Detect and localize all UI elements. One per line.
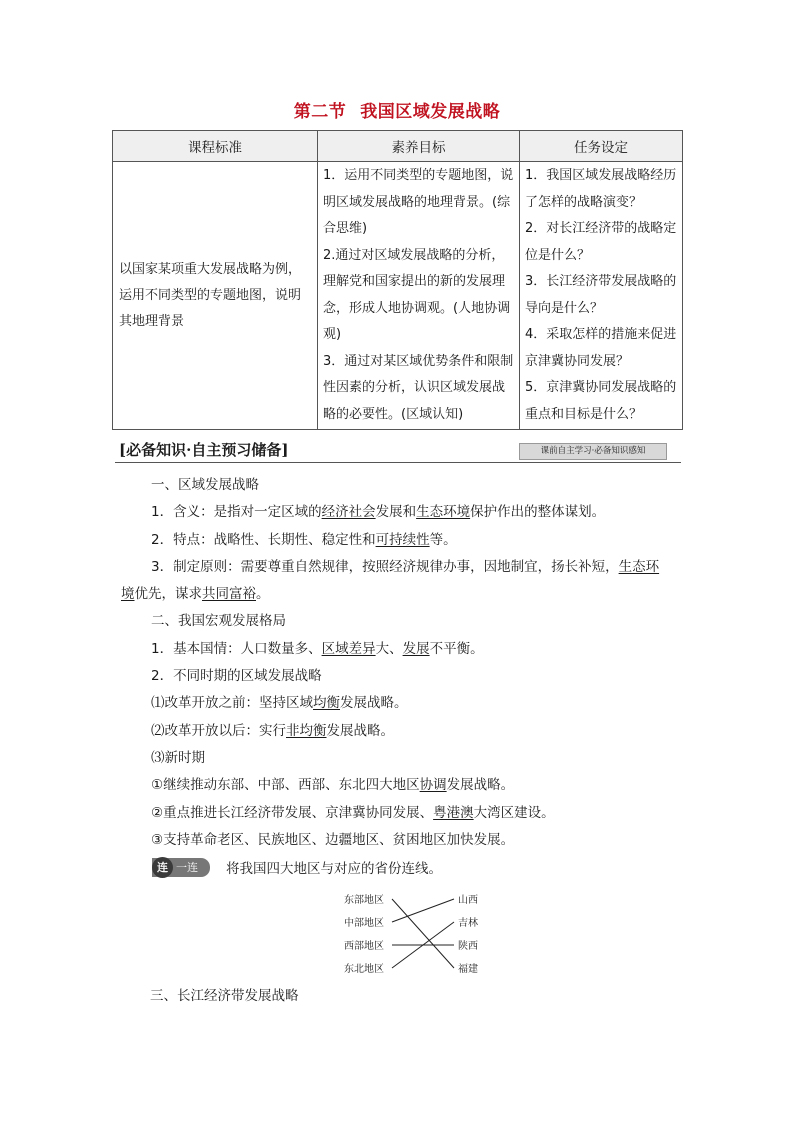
task-item: 2．对长江经济带的战略定位是什么？ <box>525 221 677 263</box>
heading-macro-pattern: 二、我国宏观发展格局 <box>151 613 286 630</box>
new-era-item-2: ②重点推进长江经济带发展、京津冀协同发展、粤港澳大湾区建设。 <box>151 804 555 821</box>
answer-blank: 非均衡 <box>286 722 327 739</box>
province-fujian: 福建 <box>458 964 478 975</box>
section-header <box>115 438 681 463</box>
literacy-goal-item: 2.通过对区域发展战略的分析，理解党和国家提出的新的发展理念，形成人地协调观。(人地协调观) <box>323 247 511 342</box>
new-era-item-3: ③支持革命老区、民族地区、边疆地区、贫困地区加快发展。 <box>151 831 515 848</box>
pre-reform-line: ⑴改革开放之前：坚持区域均衡发展战略。 <box>151 695 408 712</box>
header-course-standard: 课程标准 <box>113 131 318 162</box>
task-item: 4．采取怎样的措施来促进京津冀协同发展？ <box>525 327 677 369</box>
region-northeast: 东北地区 <box>344 964 384 975</box>
header-tasks: 任务设定 <box>520 131 683 162</box>
connect-line <box>392 899 454 968</box>
post-reform-line: ⑵改革开放以后：实行非均衡发展战略。 <box>151 722 394 739</box>
task-item: 5．京津冀协同发展战略的重点和目标是什么？ <box>525 380 677 422</box>
section-number: 第二节 <box>293 102 347 122</box>
task-item: 1．我国区域发展战略经历了怎样的战略演变？ <box>525 168 677 210</box>
national-conditions-line: 1．基本国情：人口数量多、区域差异大、发展不平衡。 <box>151 640 484 657</box>
periods-heading: 2．不同时期的区域发展战略 <box>151 668 322 685</box>
answer-blank: 可持续性 <box>375 531 430 548</box>
page-title <box>0 97 794 122</box>
literacy-goals-cell <box>318 162 520 430</box>
course-standard-cell: 以国家某项重大发展战略为例，运用不同类型的专题地图，说明其地理背景 <box>113 162 318 430</box>
knowledge-content <box>121 472 681 854</box>
header-literacy-goals: 素养目标 <box>318 131 520 162</box>
table-row <box>113 162 683 430</box>
answer-blank: 区域差异 <box>321 640 376 657</box>
section-tag: 课前自主学习·必备知识感知 <box>519 443 667 460</box>
definition-line: 1．含义：是指对一定区域的经济社会发展和生态环境保护作出的整体谋划。 <box>151 504 606 521</box>
heading-regional-strategy: 一、区域发展战略 <box>151 477 259 493</box>
literacy-goal-item: 3．通过对某区域优势条件和限制性因素的分析，认识区域发展战略的必要性。(区域认知) <box>323 353 514 422</box>
answer-blank: 生态环 <box>618 558 660 575</box>
answer-blank: 境 <box>121 586 135 603</box>
region-east: 东部地区 <box>344 895 384 906</box>
answer-blank: 发展 <box>402 640 430 657</box>
badge-text: 一连 <box>176 861 198 874</box>
activity-instruction: 将我国四大地区与对应的省份连线。 <box>226 861 442 877</box>
connect-line <box>392 899 454 922</box>
badge-circle: 连 <box>152 857 173 878</box>
region-west: 西部地区 <box>344 941 384 952</box>
principles-line: 3．制定原则：需要尊重自然规律，按照经济规律办事，因地制宜，扬长补短，生态环 <box>151 558 660 575</box>
province-jilin: 吉林 <box>458 918 478 929</box>
answer-blank: 经济社会 <box>321 504 376 521</box>
section-label: [必备知识·自主预习储备] <box>119 441 289 459</box>
province-shaanxi: 陕西 <box>458 941 478 952</box>
literacy-goal-item: 1．运用不同类型的专题地图，说明区域发展战略的地理背景。(综合思维) <box>323 168 514 236</box>
principles-line-cont: 境优先，谋求共同富裕。 <box>121 586 270 603</box>
province-shanxi: 山西 <box>458 895 478 906</box>
tasks-cell <box>520 162 683 430</box>
matching-diagram <box>330 888 500 980</box>
table-header-row <box>113 131 683 162</box>
answer-blank: 生态环境 <box>416 504 471 521</box>
new-era-item-1: ①继续推动东部、中部、西部、东北四大地区协调发展战略。 <box>151 777 515 794</box>
features-line: 2．特点：战略性、长期性、稳定性和可持续性等。 <box>151 531 457 548</box>
answer-blank: 共同富裕 <box>202 586 256 603</box>
standards-table <box>112 130 683 430</box>
answer-blank: 协调 <box>419 777 447 794</box>
answer-blank: 粤港澳 <box>433 804 474 821</box>
answer-blank: 均衡 <box>313 695 340 712</box>
connect-activity-badge <box>152 858 210 877</box>
new-era-heading: ⑶新时期 <box>151 749 205 766</box>
section-title: 我国区域发展战略 <box>360 102 501 122</box>
region-central: 中部地区 <box>344 918 384 929</box>
heading-yangtze-strategy: 三、长江经济带发展战略 <box>150 988 299 1004</box>
task-item: 3．长江经济带发展战略的导向是什么？ <box>525 274 677 316</box>
